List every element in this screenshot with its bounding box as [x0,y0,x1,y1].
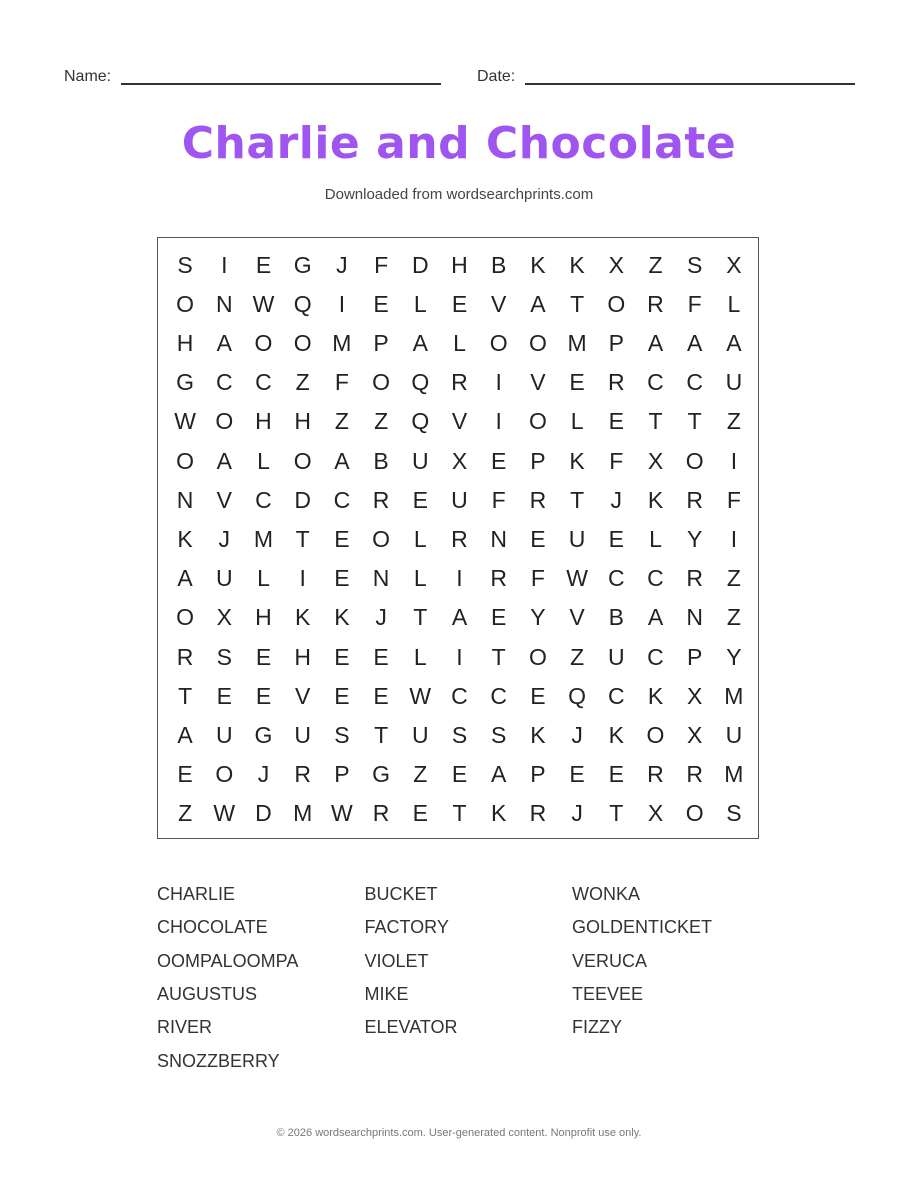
grid-letter[interactable]: E [334,565,350,592]
grid-letter[interactable]: R [372,486,390,513]
grid-letter[interactable]: W [566,565,588,592]
grid-letter[interactable]: R [647,761,664,788]
grid-letter[interactable]: W [331,800,353,827]
grid-letter[interactable]: E [451,761,468,788]
word-list-item: CHOCOLATE [157,917,268,938]
grid-letter[interactable]: O [685,447,704,474]
grid-letter[interactable]: H [451,251,468,278]
grid-letter[interactable]: F [334,369,349,396]
grid-letter[interactable]: P [687,643,703,670]
grid-letter[interactable]: E [491,604,507,631]
grid-letter[interactable]: Z [295,369,310,396]
grid-letter[interactable]: A [530,290,546,317]
date-line [525,83,855,85]
grid-letter[interactable]: V [491,290,507,317]
grid-letter[interactable]: Z [726,565,741,592]
grid-letter[interactable]: G [254,721,273,748]
name-label: Name: [64,68,112,85]
word-list-item: WONKA [572,884,641,904]
grid-letter[interactable]: U [294,721,311,748]
word-list-item: FACTORY [364,917,449,938]
word-list-item: RIVER [157,1017,213,1038]
grid-letter[interactable]: L [413,525,427,552]
word-list-item: SNOZZBERRY [157,1050,280,1071]
grid-letter[interactable]: P [608,329,624,356]
grid-letter[interactable]: J [571,721,583,748]
grid-letter[interactable]: O [176,604,195,631]
grid-letter[interactable]: O [528,329,547,356]
grid-letter[interactable]: O [528,408,547,435]
grid-letter[interactable]: N [686,604,703,631]
grid-letter[interactable]: K [491,800,507,827]
word-list-item: AUGUSTUS [157,983,258,1004]
grid-letter[interactable]: L [413,643,427,670]
grid-letter[interactable]: O [372,525,391,552]
grid-row [158,559,758,598]
grid-row [158,285,758,324]
grid-letter[interactable]: U [725,721,743,748]
grid-row [158,638,758,677]
grid-letter[interactable]: I [456,643,463,670]
grid-letter[interactable]: J [257,761,270,788]
grid-letter[interactable]: T [570,290,585,317]
grid-letter[interactable]: K [569,251,585,278]
word-list-item: OOMPALOOMPA [157,950,299,971]
grid-letter[interactable]: M [724,682,744,709]
grid-letter[interactable]: D [255,800,272,827]
grid-letter[interactable]: I [495,408,502,435]
grid-letter[interactable]: C [255,486,272,513]
date-label: Date: [477,68,516,85]
grid-letter[interactable]: O [489,329,508,356]
grid-letter[interactable]: E [373,643,389,670]
grid-letter[interactable]: E [255,682,272,709]
grid-letter[interactable]: K [647,682,664,709]
grid-letter[interactable]: X [608,251,624,278]
grid-letter[interactable]: I [299,565,306,592]
word-list-item: VERUCA [572,950,648,971]
grid-row [158,755,758,794]
grid-letter[interactable]: L [727,290,741,317]
grid-row [158,442,758,481]
grid-letter[interactable]: O [685,800,704,827]
grid-letter[interactable]: G [293,251,312,278]
grid-letter[interactable]: A [334,447,350,474]
grid-letter[interactable]: O [215,761,234,788]
grid-letter[interactable]: I [730,525,738,552]
grid-letter[interactable]: O [646,721,665,748]
grid-letter[interactable]: H [294,643,311,670]
grid-letter[interactable]: X [687,682,703,709]
grid-letter[interactable]: F [491,486,506,513]
grid-letter[interactable]: E [216,682,232,709]
grid-letter[interactable]: Z [334,408,349,435]
grid-letter[interactable]: U [411,721,429,748]
grid-letter[interactable]: X [647,447,664,474]
name-line [121,83,441,85]
grid-letter[interactable]: C [451,682,468,709]
grid-letter[interactable]: K [177,525,193,552]
grid-letter[interactable]: N [176,486,194,513]
grid-letter[interactable]: O [528,643,547,670]
grid-letter[interactable]: R [490,565,507,592]
grid-letter[interactable]: C [647,565,664,592]
grid-letter[interactable]: E [491,447,507,474]
grid-letter[interactable]: O [607,290,626,317]
grid-letter[interactable]: E [334,643,350,670]
word-list [157,884,777,1084]
grid-letter[interactable]: A [726,329,742,356]
grid-row [158,520,758,559]
grid-letter[interactable]: T [413,604,428,631]
grid-letter[interactable]: P [373,329,389,356]
grid-letter[interactable]: L [413,290,427,317]
grid-letter[interactable]: G [372,761,391,788]
grid-letter[interactable]: Z [374,408,389,435]
grid-row [158,363,758,402]
grid-letter[interactable]: A [647,604,664,631]
grid-letter[interactable]: K [569,447,585,474]
grid-letter[interactable]: I [495,369,502,396]
grid-letter[interactable]: E [177,761,193,788]
grid-letter[interactable]: Z [726,604,741,631]
grid-row [158,324,758,363]
word-list-item: CHARLIE [157,884,236,904]
grid-letter[interactable]: E [530,525,546,552]
grid-letter[interactable]: A [647,329,664,356]
grid-letter[interactable]: E [530,682,546,709]
grid-letter[interactable]: S [687,251,703,278]
grid-letter[interactable]: A [687,329,703,356]
grid-letter[interactable]: F [530,565,545,592]
grid-letter[interactable]: P [530,447,546,474]
grid-letter[interactable]: X [216,604,232,631]
grid-letter[interactable]: R [647,290,664,317]
page-subtitle: Downloaded from wordsearchprints.com [324,186,594,203]
grid-letter[interactable]: Q [293,290,312,317]
grid-letter[interactable]: K [295,604,311,631]
grid-letter[interactable]: S [216,643,232,670]
grid-letter[interactable]: F [609,447,624,474]
grid-letter[interactable]: N [215,290,233,317]
grid-letter[interactable]: R [372,800,390,827]
grid-letter[interactable]: T [452,800,467,827]
grid-letter[interactable]: K [608,721,624,748]
grid-letter[interactable]: R [451,369,468,396]
word-search-grid [157,237,759,839]
grid-letter[interactable]: B [373,447,389,474]
grid-letter[interactable]: Q [411,408,430,435]
grid-letter[interactable]: R [176,643,194,670]
grid-letter[interactable]: V [569,604,585,631]
word-list-item: GOLDENTICKET [572,917,713,938]
grid-letter[interactable]: W [174,408,196,435]
grid-letter[interactable]: K [530,721,546,748]
grid-letter[interactable]: E [451,290,468,317]
grid-letter[interactable]: F [726,486,741,513]
grid-letter[interactable]: C [607,565,625,592]
grid-letter[interactable]: E [608,761,624,788]
grid-letter[interactable]: J [218,525,231,552]
grid-letter[interactable]: U [607,643,625,670]
grid-letter[interactable]: E [569,369,585,396]
grid-letter[interactable]: I [338,290,346,317]
grid-letter[interactable]: H [176,329,194,356]
grid-row [158,598,758,637]
grid-letter[interactable]: T [609,800,624,827]
grid-letter[interactable]: C [686,369,703,396]
grid-letter[interactable]: S [177,251,193,278]
grid-letter[interactable]: M [724,761,744,788]
grid-letter[interactable]: R [686,486,703,513]
grid-letter[interactable]: P [334,761,350,788]
grid-letter[interactable]: E [255,251,272,278]
grid-row [158,402,758,441]
grid-letter[interactable]: R [529,800,547,827]
grid-letter[interactable]: F [687,290,702,317]
grid-letter[interactable]: E [334,682,350,709]
grid-letter[interactable]: R [607,369,625,396]
grid-letter[interactable]: S [334,721,350,748]
grid-letter[interactable]: K [334,604,350,631]
grid-letter[interactable]: C [647,369,664,396]
grid-letter[interactable]: L [649,525,662,552]
word-list-item: VIOLET [364,950,429,971]
grid-letter[interactable]: Z [178,800,193,827]
grid-letter[interactable]: E [255,643,272,670]
grid-letter[interactable]: I [730,447,738,474]
grid-letter[interactable]: Z [570,643,585,670]
grid-letter[interactable]: O [176,290,195,317]
grid-letter[interactable]: N [372,565,390,592]
grid-letter[interactable]: V [451,408,468,435]
grid-letter[interactable]: T [687,408,702,435]
grid-letter[interactable]: K [647,486,664,513]
grid-letter[interactable]: P [530,761,546,788]
word-list-item: BUCKET [364,884,438,904]
footer: © 2026 wordsearchprints.com. User-generated content. Nonprofit use only. [276,1127,642,1139]
grid-letter[interactable]: A [177,565,193,592]
grid-letter[interactable]: C [215,369,233,396]
grid-letter[interactable]: X [726,251,742,278]
grid-letter[interactable]: E [412,486,428,513]
grid-letter[interactable]: R [294,761,311,788]
grid-letter[interactable]: Z [648,251,663,278]
grid-letter[interactable]: Z [413,761,428,788]
grid-letter[interactable]: G [176,369,195,396]
grid-letter[interactable]: H [255,604,272,631]
grid-letter[interactable]: Y [530,604,546,631]
grid-letter[interactable]: R [686,761,703,788]
grid-letter[interactable]: C [333,486,351,513]
grid-letter[interactable]: M [253,525,274,552]
grid-letter[interactable]: L [453,329,466,356]
grid-letter[interactable]: T [570,486,585,513]
grid-letter[interactable]: E [334,525,350,552]
grid-letter[interactable]: A [491,761,507,788]
grid-letter[interactable]: U [215,721,233,748]
grid-letter[interactable]: L [257,447,270,474]
grid-letter[interactable]: J [375,604,387,631]
grid-letter[interactable]: U [568,525,586,552]
grid-letter[interactable]: O [176,447,195,474]
grid-letter[interactable]: J [610,486,623,513]
grid-letter[interactable]: O [293,329,312,356]
grid-letter[interactable]: R [529,486,547,513]
grid-letter[interactable]: C [647,643,664,670]
grid-letter[interactable]: S [491,721,507,748]
grid-letter[interactable]: B [491,251,507,278]
grid-letter[interactable]: S [451,721,468,748]
grid-letter[interactable]: U [725,369,743,396]
grid-letter[interactable]: E [608,408,624,435]
grid-letter[interactable]: R [686,565,703,592]
grid-letter[interactable]: N [490,525,507,552]
grid-letter[interactable]: V [530,369,546,396]
grid-letter[interactable]: O [254,329,273,356]
grid-letter[interactable]: C [255,369,272,396]
grid-letter[interactable]: H [255,408,272,435]
grid-row [158,677,758,716]
grid-letter[interactable]: U [215,565,233,592]
grid-letter[interactable]: Y [687,525,703,552]
grid-letter[interactable]: A [412,329,428,356]
grid-letter[interactable]: X [687,721,703,748]
word-list-item: ELEVATOR [364,1017,458,1038]
grid-letter[interactable]: C [490,682,507,709]
grid-letter[interactable]: T [491,643,506,670]
grid-letter[interactable]: B [608,604,624,631]
word-list-item: FIZZY [572,1017,622,1038]
grid-letter[interactable]: A [216,447,232,474]
grid-row [158,794,758,833]
grid-letter[interactable]: L [570,408,584,435]
grid-letter[interactable]: K [530,251,546,278]
grid-letter[interactable]: D [294,486,311,513]
grid-letter[interactable]: Q [411,369,430,396]
grid-letter[interactable]: T [178,682,193,709]
grid-letter[interactable]: I [221,251,228,278]
grid-letter[interactable]: V [295,682,311,709]
word-list-item: MIKE [364,983,409,1004]
grid-letter[interactable]: J [571,800,583,827]
grid-letter[interactable]: O [293,447,312,474]
grid-letter[interactable]: Y [726,643,742,670]
grid-letter[interactable]: T [374,721,389,748]
grid-letter[interactable]: E [608,525,624,552]
grid-letter[interactable]: Z [726,408,741,435]
grid-letter[interactable]: W [252,290,275,317]
grid-letter[interactable]: O [372,369,391,396]
grid-letter[interactable]: E [373,290,389,317]
grid-letter[interactable]: T [295,525,310,552]
grid-letter[interactable]: D [411,251,429,278]
grid-letter[interactable]: H [294,408,311,435]
grid-letter[interactable]: J [336,251,348,278]
grid-letter[interactable]: O [215,408,234,435]
grid-letter[interactable]: A [177,721,193,748]
grid-letter[interactable]: S [726,800,742,827]
grid-letter[interactable]: M [332,329,352,356]
grid-letter[interactable]: E [412,800,428,827]
grid-letter[interactable]: E [373,682,389,709]
grid-letter[interactable]: V [216,486,232,513]
grid-row [158,246,758,285]
grid-letter[interactable]: U [451,486,468,513]
grid-letter[interactable]: W [409,682,432,709]
grid-letter[interactable]: R [451,525,468,552]
grid-letter[interactable]: X [647,800,664,827]
grid-letter[interactable]: W [213,800,236,827]
header-fields [64,68,856,90]
grid-letter[interactable]: A [451,604,468,631]
grid-letter[interactable]: M [567,329,587,356]
grid-letter[interactable]: M [293,800,313,827]
grid-letter[interactable]: X [451,447,468,474]
grid-row [158,716,758,755]
grid-letter[interactable]: T [648,408,663,435]
grid-row [158,481,758,520]
grid-letter[interactable]: Q [568,682,587,709]
grid-letter[interactable]: L [257,565,270,592]
word-list-item: TEEVEE [572,983,644,1004]
grid-letter[interactable]: C [607,682,625,709]
grid-letter[interactable]: U [411,447,429,474]
page-title: Charlie and Chocolate [181,118,737,169]
grid-letter[interactable]: A [216,329,232,356]
grid-letter[interactable]: E [569,761,585,788]
grid-letter[interactable]: I [456,565,463,592]
grid-letter[interactable]: F [374,251,389,278]
grid-letter[interactable]: L [413,565,427,592]
